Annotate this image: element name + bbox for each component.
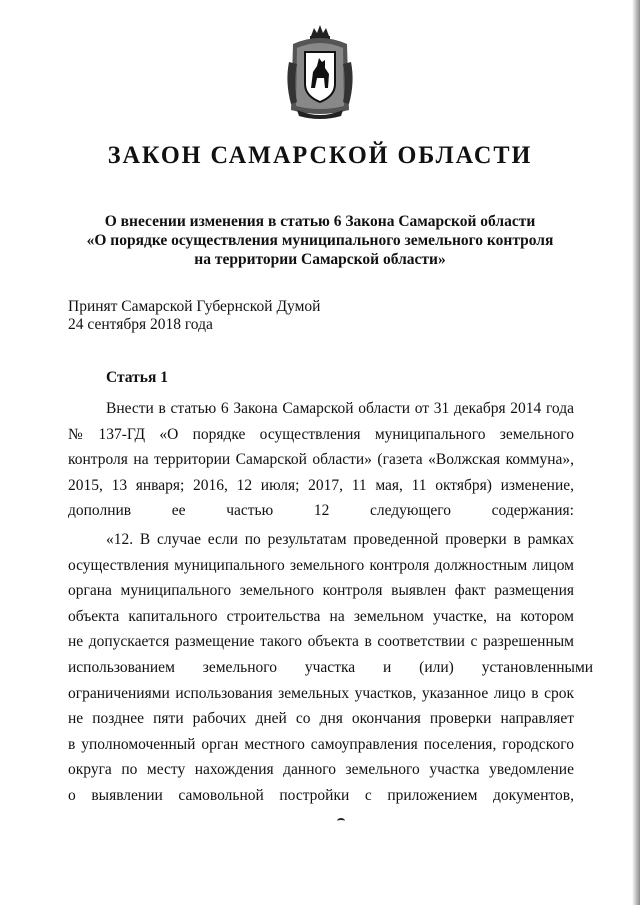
law-subtitle: [60, 212, 580, 269]
article-heading: Статья 1: [106, 369, 168, 386]
quote-line: о выявлении самовольной постройки с приложением документов,: [68, 786, 574, 804]
quote-line: в уполномоченный орган местного самоуправления поселения, городского: [68, 735, 574, 753]
paragraph-line: Внести в статью 6 Закона Самарской области от 31 декабря 2014 года: [106, 400, 574, 417]
paragraph-line: контроля на территории Самарской области» (газета «Волжская коммуна»,: [68, 451, 574, 469]
quote-line: «12. В случае если по результатам проведенной проверки в рамках: [106, 531, 574, 548]
quoted-part-12: [68, 527, 594, 809]
paragraph-line: 2015, 13 января; 2016, 12 июля; 2017, 11 мая, 11 октября) изменение,: [68, 476, 574, 494]
article-paragraph: [68, 396, 574, 524]
quote-line: не позднее пяти рабочих дней со дня окончания проверки направляет: [68, 710, 574, 728]
paragraph-line: дополнив ее частью 12 следующего содержания:: [68, 502, 574, 520]
paragraph-line: № 137-ГД «О порядке осуществления муниципального земельного: [68, 425, 574, 443]
adoption-note: [68, 298, 320, 334]
adoption-date: 24 сентября 2018 года: [68, 316, 213, 333]
subtitle-line: на территории Самарской области»: [194, 251, 446, 268]
samara-coat-of-arms-icon: [283, 22, 357, 122]
quote-line: использованием земельного участка и (или) установленными: [68, 658, 594, 676]
quote-line: органа муниципального земельного контроля выявлен факт размещения: [68, 582, 574, 600]
law-title: ЗАКОН САМАРСКОЙ ОБЛАСТИ: [107, 142, 533, 169]
subtitle-line: «О порядке осуществления муниципального земельного контроля: [86, 232, 554, 249]
page-continuation-mark: [337, 818, 345, 824]
quote-line: ограничениями использования земельных участков, указанное лицо в срок: [68, 684, 574, 702]
subtitle-line: О внесении изменения в статью 6 Закона Самарской области: [104, 213, 536, 230]
quote-line: не допускается размещение такого объекта в соответствии с разрешенным: [68, 633, 574, 651]
quote-line: осуществления муниципального земельного контроля должностным лицом: [68, 556, 574, 574]
adoption-line: Принят Самарской Губернской Думой: [68, 298, 321, 315]
quote-line: округа по месту нахождения данного земельного участка уведомление: [68, 761, 574, 779]
scan-edge-shadow: [632, 0, 640, 905]
quote-line: объекта капитального строительства на земельном участке, на котором: [68, 607, 574, 625]
